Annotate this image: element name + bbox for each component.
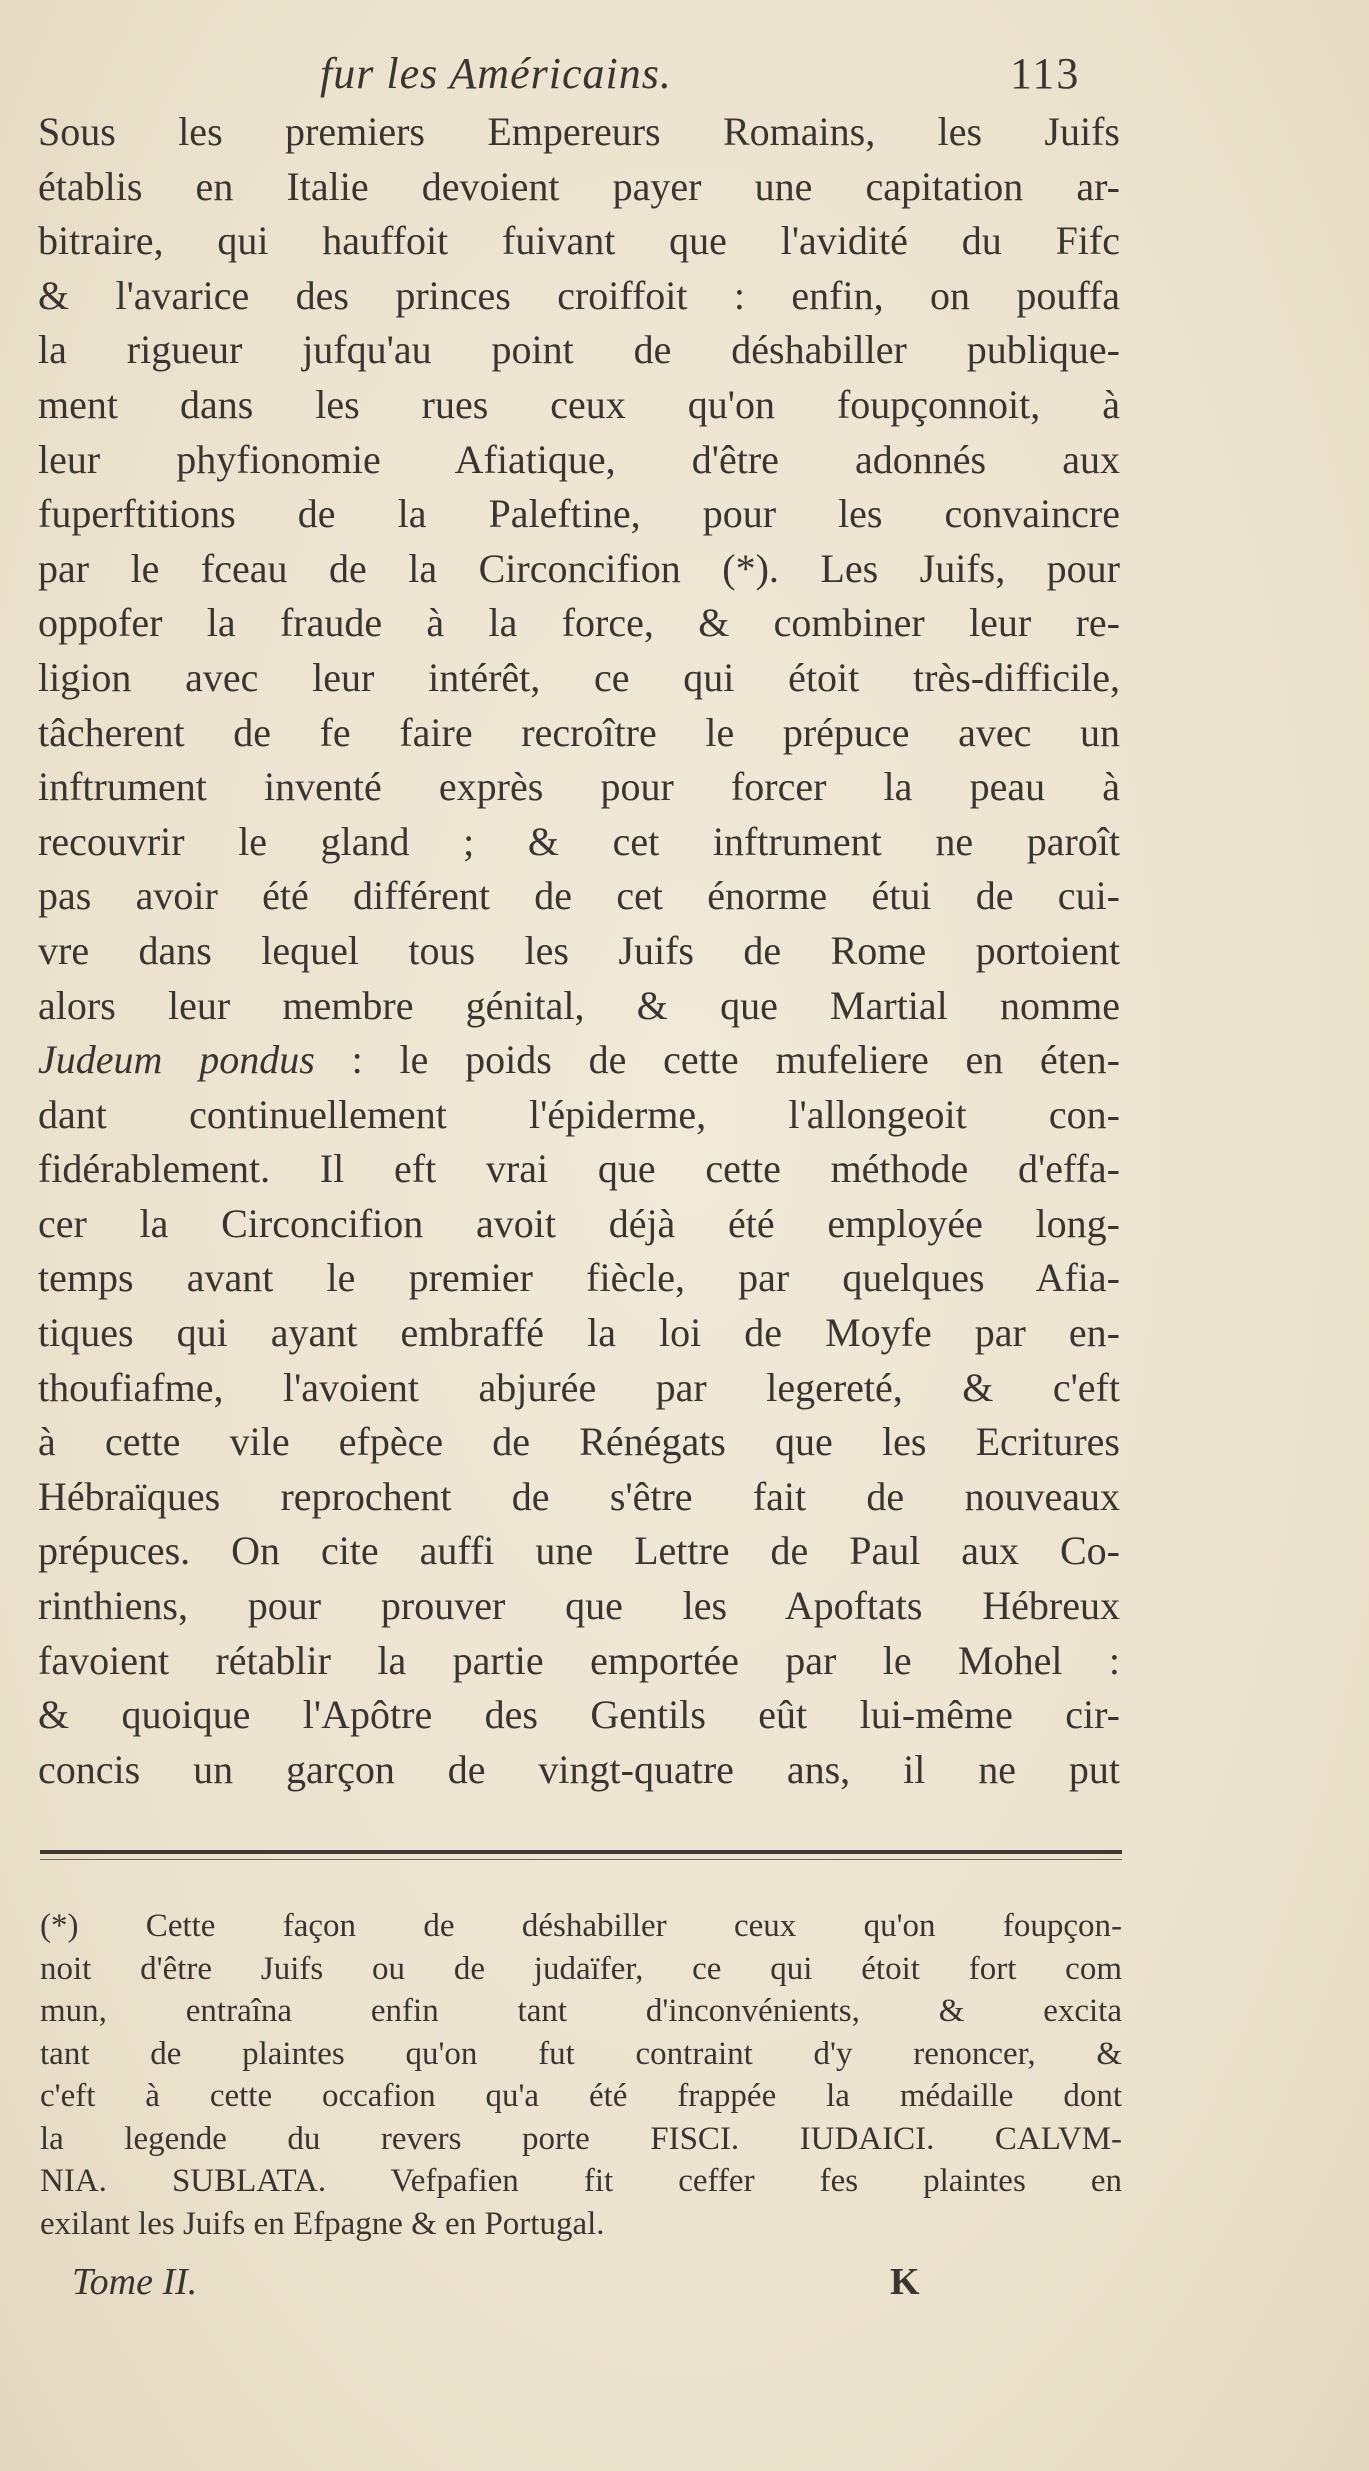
text-line: tâcherent de fe faire recroître le prépuce avec un xyxy=(38,709,1120,755)
text-line: établis en Italie devoient payer une capitation ar- xyxy=(38,163,1120,209)
text-line: par le fceau de la Circoncifion (*). Les Juifs, pour xyxy=(38,545,1120,591)
text-line: rinthiens, pour prouver que les Apoftats Hébreux xyxy=(38,1583,1120,1629)
text-line: ment dans les rues ceux qu'on foupçonnoit, à xyxy=(38,381,1120,427)
text-line: inftrument inventé exprès pour forcer la peau à xyxy=(38,764,1120,810)
text-line: oppofer la fraude à la force, & combiner leur re- xyxy=(38,600,1120,646)
text-line: ligion avec leur intérêt, ce qui étoit très-difficile, xyxy=(38,654,1120,700)
text-line: thoufiafme, l'avoient abjurée par legereté, & c'eft xyxy=(38,1364,1120,1410)
text-line: concis un garçon de vingt-quatre ans, il ne put xyxy=(38,1746,1120,1792)
text-line: leur phyfionomie Afiatique, d'être adonnés aux xyxy=(38,436,1120,482)
text-line: pas avoir été différent de cet énorme étui de cui- xyxy=(38,873,1120,919)
footnote-line: mun, entraîna enfin tant d'inconvénients, & excita xyxy=(40,1993,1122,2029)
text-line: à cette vile efpèce de Rénégats que les Ecritures xyxy=(38,1419,1120,1465)
text-line: bitraire, qui hauffoit fuivant que l'avidité du Fifc xyxy=(38,218,1120,264)
text-line: & l'avarice des princes croiffoit : enfin, on pouffa xyxy=(38,272,1120,318)
text-line: Hébraïques reprochent de s'être fait de nouveaux xyxy=(38,1473,1120,1519)
page-footer xyxy=(0,2260,1369,2320)
footnote-line: noit d'être Juifs ou de judaïfer, ce qui étoit fort com xyxy=(40,1950,1122,1987)
text-line: temps avant le premier fiècle, par quelques Afia- xyxy=(38,1255,1120,1301)
footnote-line: tant de plaintes qu'on fut contraint d'y renoncer, & xyxy=(40,2035,1122,2072)
footnote-line: la legende du revers porte FISCI. IUDAICI. CALVM- xyxy=(40,2120,1122,2157)
text-line: la rigueur jufqu'au point de déshabiller publique- xyxy=(38,327,1120,373)
text-line: prépuces. On cite auffi une Lettre de Paul aux Co- xyxy=(38,1528,1120,1574)
text-line: tiques qui ayant embraffé la loi de Moyfe par en- xyxy=(38,1310,1120,1356)
footnote xyxy=(40,1905,1122,2245)
text-line: fuperftitions de la Paleftine, pour les convaincre xyxy=(38,491,1120,537)
text-line: & quoique l'Apôtre des Gentils eût lui-même cir- xyxy=(38,1692,1120,1738)
text-line: Judeum pondus : le poids de cette mufeliere en éten- xyxy=(38,1037,1120,1083)
volume-signature: Tome II. xyxy=(72,2261,198,2303)
footnote-rule xyxy=(40,1850,1122,1854)
latin-quote: Judeum pondus xyxy=(38,1037,315,1083)
footnote-line: (*) Cette façon de déshabiller ceux qu'on foupçon- xyxy=(40,1908,1122,1944)
text-line: vre dans lequel tous les Juifs de Rome portoient xyxy=(38,927,1120,973)
text-line: recouvrir le gland ; & cet inftrument ne paroît xyxy=(38,818,1120,864)
footnote-line: exilant les Juifs en Efpagne & en Portugal. xyxy=(40,2205,605,2242)
text-line: alors leur membre génital, & que Martial nomme xyxy=(38,982,1120,1028)
footnote-rule-thin xyxy=(40,1859,1122,1860)
running-head: fur les Américains. xyxy=(320,49,672,98)
footnote-line: NIA. SUBLATA. Vefpafien fit ceffer fes plaintes en xyxy=(40,2163,1122,2199)
page-number: 113 xyxy=(1010,49,1081,98)
text-line: cer la Circoncifion avoit déjà été employée long- xyxy=(38,1200,1120,1246)
text-line: favoient rétablir la partie emportée par le Mohel : xyxy=(38,1637,1120,1683)
text-line: Sous les premiers Empereurs Romains, les Juifs xyxy=(38,109,1120,154)
text-line: fidérablement. Il eft vrai que cette méthode d'effa- xyxy=(38,1146,1120,1192)
footnote-line: c'eft à cette occafion qu'a été frappée la médaille dont xyxy=(40,2078,1122,2114)
gathering-mark: K xyxy=(890,2261,920,2303)
text-line: dant continuellement l'épiderme, l'allongeoit con- xyxy=(38,1091,1120,1137)
main-text xyxy=(38,105,1120,1797)
